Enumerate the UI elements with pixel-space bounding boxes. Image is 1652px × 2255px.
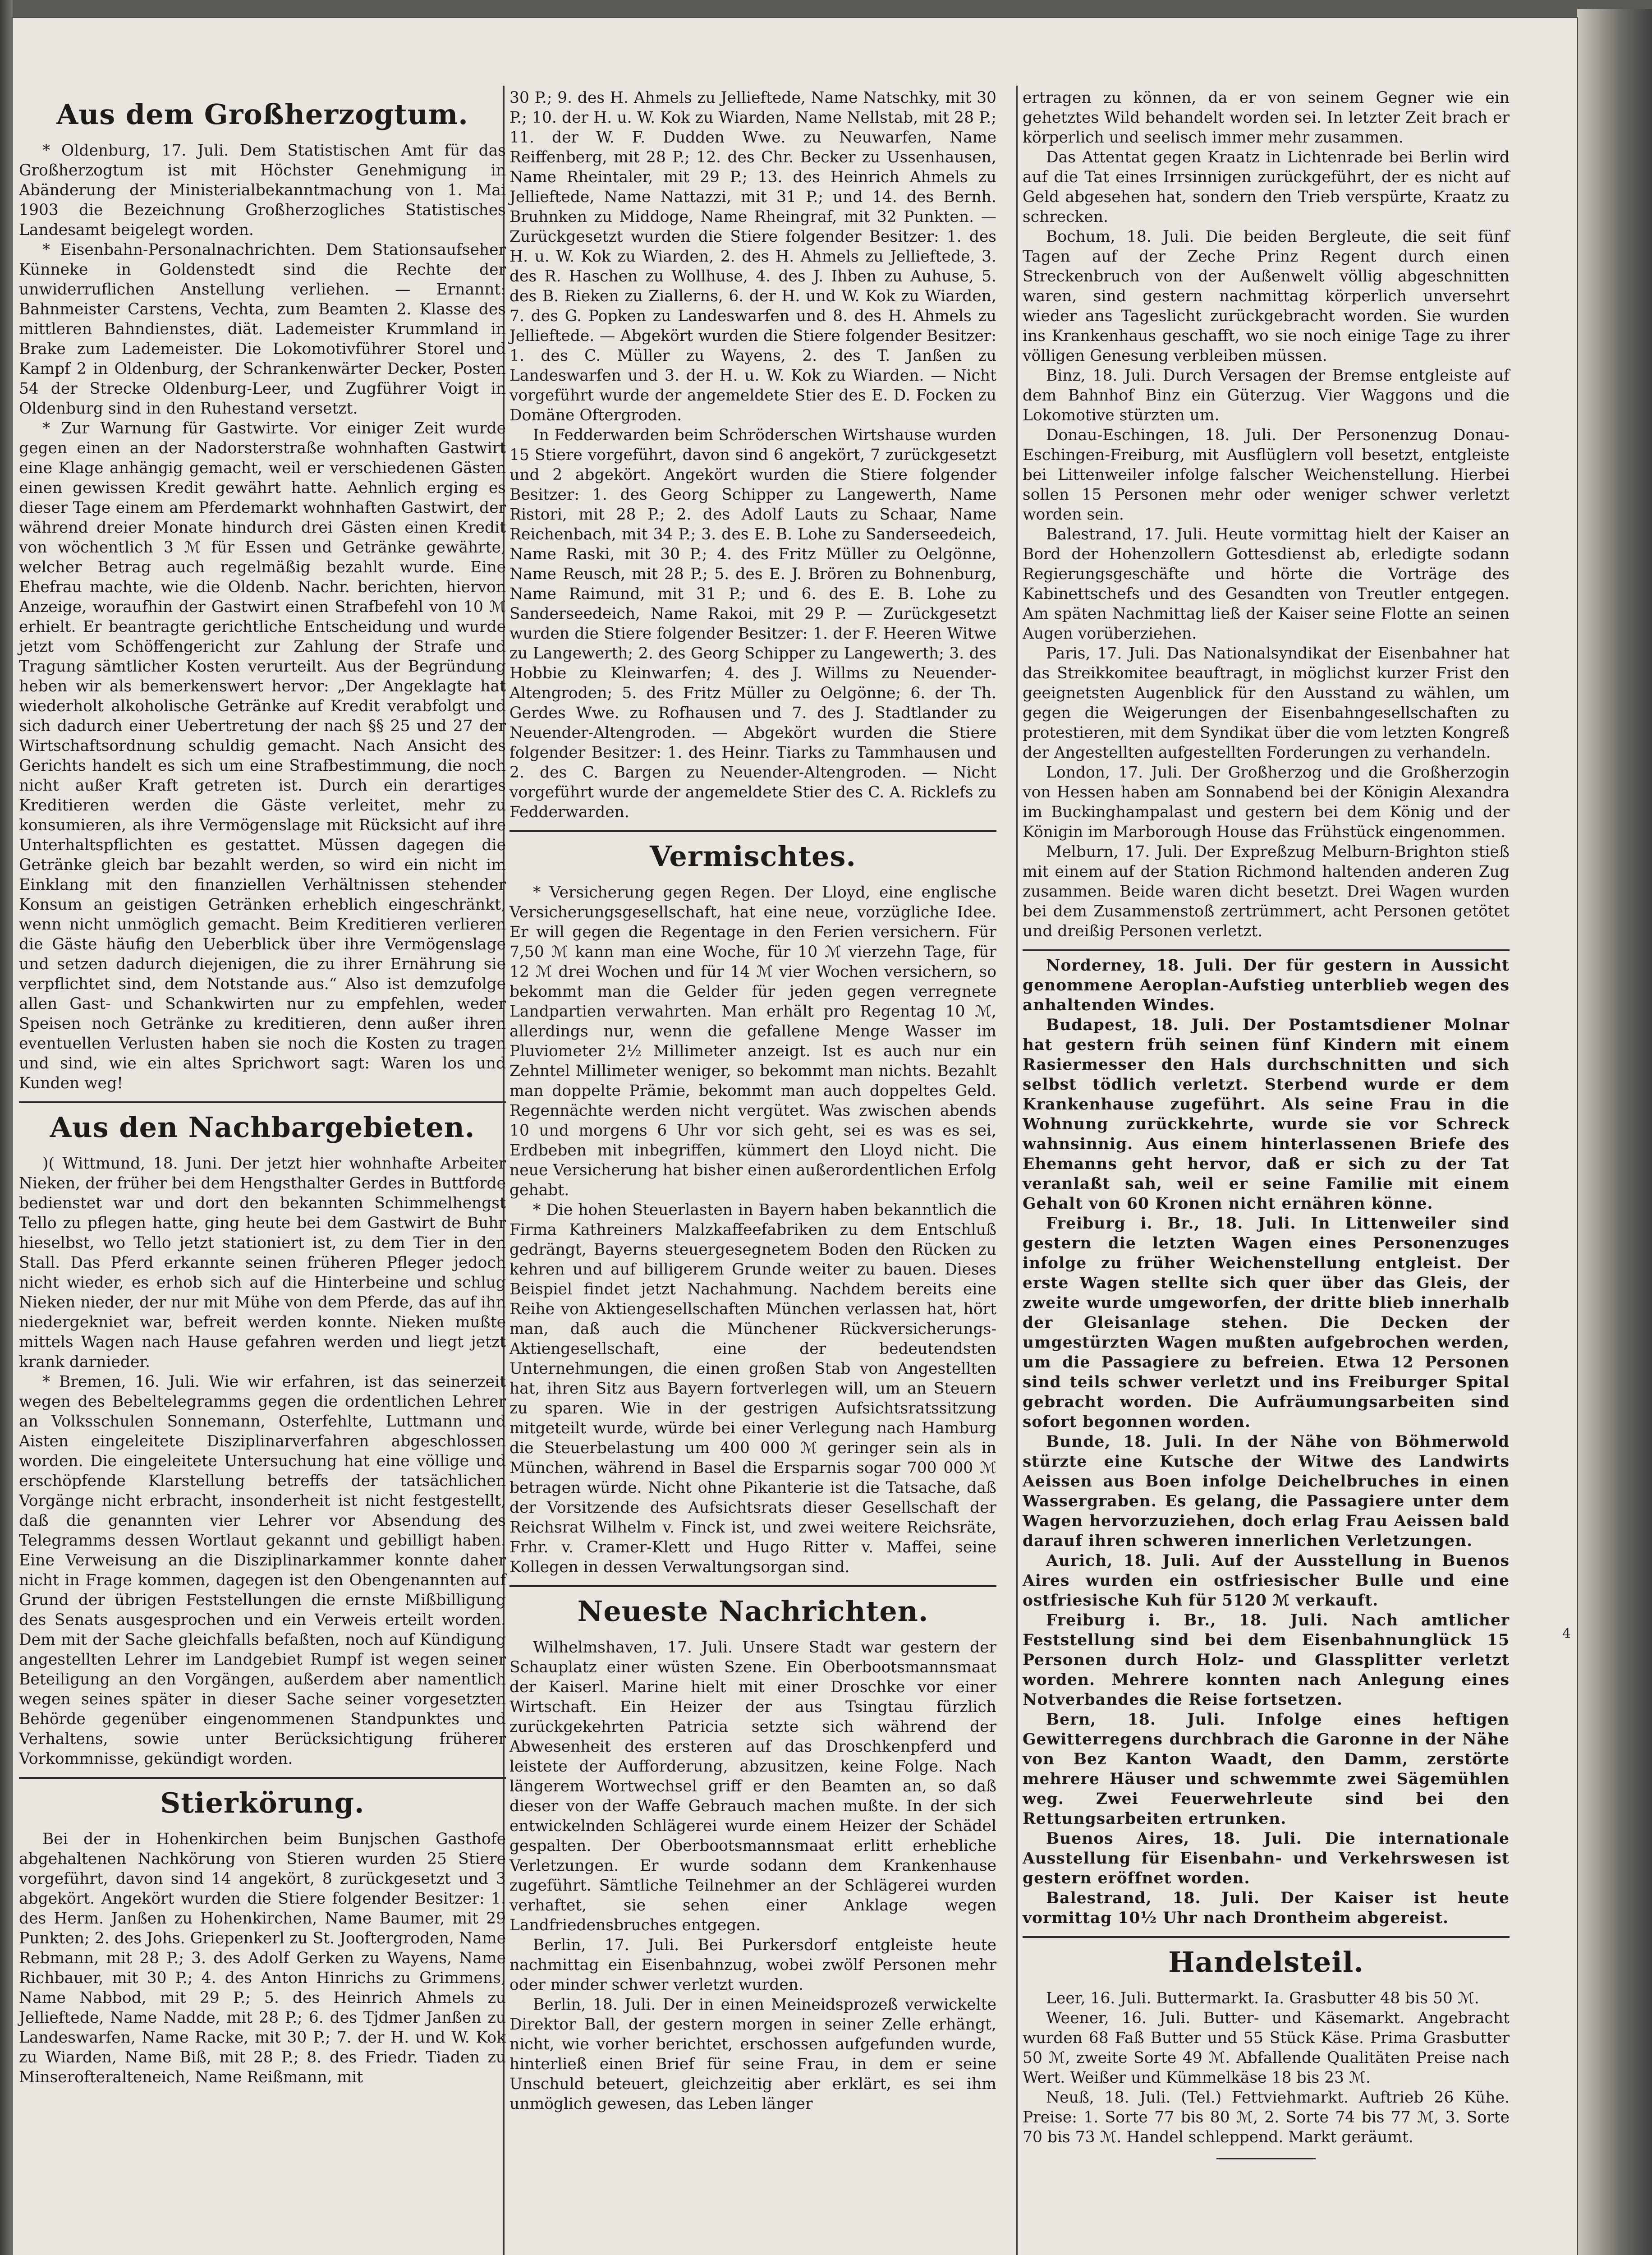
section-divider (1023, 949, 1510, 951)
article: Melburn, 17. Juli. Der Expreßzug Melburn-Brighton stieß mit einem auf der Station Richmond haltenden anderen Zug zusammen. Beide waren dicht besetzt. Drei Wagen wurden bei dem Zusammenstoß zertrümmert, acht Personen getötet und dreißig Personen verletzt. (1023, 843, 1510, 940)
article: In Fedderwarden beim Schröderschen Wirtshause wurden 15 Stiere vorgeführt, davon sind 6 angekört, 7 zurückgesetzt und 2 abgekört. Angekört wurden die Stiere folgender Besitzer: 1. des Georg Schipper zu Langewerth, Name Ristori, mit 28 P.; 2. des Adolf Lauts zu Schaar, Name Reichenbach, mit 34 P.; 3. des E. B. Lohe zu Sanderseedeich, Name Raski, mit 30 P.; 4. des Fritz Müller zu Oelgönne, Name Reusch, mit 28 P.; 5. des E. J. Brören zu Bohnenburg, Name Raimund, mit 31 P.; und 6. des E. B. Lohe zu Sanderseedeich, Name Rakoi, mit 29 P. — Zurückgesetzt wurden die Stiere folgender Besitzer: 1. der F. Heeren Witwe zu Langewerth; 2. des Georg Schipper zu Langewerth; 3. des Hobbie zu Kleinwarfen; 4. des J. Willms zu Neuender-Altengroden; 5. des Fritz Müller zu Oelgönne; 6. der Th. Gerdes Wwe. zu Rofhausen und 7. des J. Stadtlander zu Neuender-Altengroden. — Abgekört wurden die Stiere folgender Besitzer: 1. des Heinr. Tiarks zu Tammhausen und 2. des C. Bargen zu Neuender-Altengroden. — Nicht vorgeführt wurde der angemeldete Stier des C. A. Ricklefs zu Fedderwarden. (509, 426, 996, 821)
section-heading: Neueste Nachrichten. (577, 1595, 929, 1628)
telegram: Bern, 18. Juli. Infolge eines heftigen Gewitterregens durchbrach die Garonne in der Nähe von Bez Kanton Waadt, den Damm, zerstörte mehrere Häuser und schwemmte zwei Sägemühlen weg. Zwei Feuerwehrleute sind bei den Rettungsarbeiten ertrunken. (1023, 1711, 1510, 1828)
article: Wilhelmshaven, 17. Juli. Unsere Stadt war gestern der Schauplatz einer wüsten Szene. Ein Oberbootsmannsmaat der Kaiserl. Marine hielt mit einer Droschke vor einer Wirtschaft. Ein Heizer der aus Tsingtau fürzlich zurückgekehrten Patricia setzte sich während der Abwesenheit des ersteren auf das Droschkenpferd und leistete der Aufforderung, abzusitzen, keine Folge. Nach längerem Wortwechsel griff er den Beamten an, so daß dieser von der Waffe Gebrauch machen mußte. In der sich entwickelnden Schlägerei wurde einem Heizer der Schädel gespalten. Der Oberbootsmannsmaat erlitt erhebliche Verletzungen. Er wurde sodann dem Krankenhause zugeführt. Sämtliche Teilnehmer an der Schlägerei wurden verhaftet, sie sehen einer Anklage wegen Landfriedensbruches entgegen. (509, 1638, 996, 1934)
article: Das Attentat gegen Kraatz in Lichtenrade bei Berlin wird auf die Tat eines Irrsinnigen zurückgeführt, der es nicht auf Geld abgesehen hat, sondern den Trieb verspürte, Kraatz zu schrecken. (1023, 148, 1510, 226)
page-mark: 4 (1562, 1626, 1571, 1642)
end-rule (1216, 2158, 1316, 2159)
section-heading: Aus dem Großherzogtum. (56, 98, 468, 131)
telegram: Freiburg i. Br., 18. Juli. In Littenweiler sind gestern die letzten Wagen eines Personenzuges infolge zu früher Weichenstellung entgleist. Der erste Wagen stellte sich quer über das Gleis, der zweite wurde umgeworfen, der dritte blieb innerhalb der Gleisanlage stehen. Die Decken der umgestürzten Wagen mußten aufgebrochen werden, um die Passagiere zu befreien. Etwa 12 Personen sind teils schwer verletzt und ins Freiburger Spital gebracht worden. Die Aufräumungsarbeiten sind sofort begonnen worden. (1023, 1215, 1510, 1431)
article: 30 P.; 9. des H. Ahmels zu Jellieftede, Name Natschky, mit 30 P.; 10. der H. u. W. Kok zu Wiarden, Name Nellstab, mit 28 P.; 11. der W. F. Dudden Wwe. zu Neuwarfen, Name Reiffenberg, mit 28 P.; 12. des Chr. Becker zu Ussenhausen, Name Rheintaler, mit 29 P.; 13. des Heinrich Ahmels zu Jellieftede, Name Nattazzi, mit 31 P.; und 14. des Bernh. Bruhnken zu Middoge, Name Rheingraf, mit 32 Punkten. — Zurückgesetzt wurden die Stiere folgender Besitzer: 1. des H. u. W. Kok zu Wiarden, 2. des H. Ahmels zu Jellieftede, 3. des R. Haschen zu Wollhuse, 4. des J. Ihben zu Auhuse, 5. des B. Rieken zu Ziallerns, 6. der H. und W. Kok zu Wiarden, 7. des G. Popken zu Landeswarfen und 8. des H. Ahmels zu Jellieftede. — Abgekört wurden die Stiere folgender Besitzer: 1. des C. Müller zu Wayens, 2. des T. Janßen zu Landeswarfen und 3. der H. u. W. Kok zu Wiarden. — Nicht vorgeführt wurde der angemeldete Stier des E. D. Focken zu Domäne Oftergroden. (509, 89, 996, 424)
section-heading: Handelsteil. (1168, 1946, 1364, 1979)
article: )( Wittmund, 18. Juni. Der jetzt hier wohnhafte Arbeiter Nieken, der früher bei dem Hengsthalter Gerdes in Buttforde bedienstet war und dort den bekannten Schimmelhengst Tello zu pflegen hatte, ging heute bei dem Gastwirt de Buhr hieselbst, wo Tello jetzt stationiert ist, zu dem Tier in den Stall. Das Pferd erkannte seinen früheren Pfleger jedoch nicht wieder, es erhob sich auf die Hinterbeine und schlug Nieken nieder, der nur mit Mühe von dem Pferde, das auf ihn niedergekniet war, befreit werden konnte. Nieken mußte mittels Wagen nach Hause gefahren werden und liegt jetzt krank darnieder. (19, 1155, 506, 1371)
telegram: Budapest, 18. Juli. Der Postamtsdiener Molnar hat gestern früh seinen fünf Kindern mit einem Rasiermesser den Hals durchschnitten und sich selbst tödlich verletzt. Sterbend wurde er dem Krankenhause zugeführt. Als seine Frau in die Wohnung zurückkehrte, wurde sie vor Schreck wahnsinnig. Aus einem hinterlassenen Briefe des Ehemanns geht hervor, daß er sich zu der Tat veranlaßt sah, weil er seine Familie mit einem Gehalt von 60 Kronen nicht ernähren könne. (1023, 1016, 1510, 1213)
column-3 (1023, 88, 1510, 2170)
article: Berlin, 17. Juli. Bei Purkersdorf entgleiste heute nachmittag ein Eisenbahnzug, wobei zwölf Personen mehr oder minder schwer verletzt wurden. (509, 1936, 996, 1994)
article: Paris, 17. Juli. Das Nationalsyndikat der Eisenbahner hat das Streikkomitee beauftragt, in möglichst kurzer Frist den geeignetsten Augenblick für den Ausstand zu wählen, um gegen die Weigerungen der Eisenbahngesellschaften zu protestieren, mit dem Syndikat über die vom letzten Kongreß der Angestellten aufgestellten Forderungen zu verhandeln. (1023, 644, 1510, 762)
article: * Eisenbahn-Personalnachrichten. Dem Stationsaufseher Künneke in Goldenstedt sind die Rechte der unwiderruflichen Anstellung verliehen. — Ernannt: Bahnmeister Carstens, Vechta, zum Beamten 2. Klasse des mittleren Bahndienstes, diät. Lademeister Krummland in Brake zum Lademeister. Die Lokomotivführer Storel und Kampf 2 in Oldenburg, der Schrankenwärter Decker, Posten 54 der Strecke Oldenburg-Leer, und Zugführer Voigt in Oldenburg sind in den Ruhestand versetzt. (19, 241, 506, 418)
article: * Versicherung gegen Regen. Der Lloyd, eine englische Versicherungsgesellschaft, hat eine neue, vorzügliche Idee. Er will gegen die Regentage in den Ferien versichern. Für 7,50 ℳ kann man eine Woche, für 10 ℳ vierzehn Tage, für 12 ℳ drei Wochen und für 14 ℳ vier Wochen versichern, so bekommt man die Gelder für jeden gegen verregnete Landpartien verwahrten. Man erhält pro Regentag 10 ℳ, allerdings nur, wenn die gefallene Menge Wasser im Pluviometer 2½ Millimeter anzeigt. Ist es auch nur ein Zehntel Millimeter weniger, so bekommt man nichts. Bezahlt man doppelte Prämie, bekommt man auch doppeltes Geld. Regennächte werden nicht vergütet. Was zwischen abends 10 und morgens 6 Uhr vor sich geht, sei es was es sei, Erdbeben mit inbegriffen, kümmert den Lloyd nicht. Die neue Versicherung hat bisher einen außerordentlichen Erfolg gehabt. (509, 884, 996, 1199)
section-divider (19, 1777, 506, 1779)
article: Balestrand, 17. Juli. Heute vormittag hielt der Kaiser an Bord der Hohenzollern Gottesdienst ab, erledigte sodann Regierungsgeschäfte und hörte die Vorträge des Kabinettschefs und des Gesandten von Treutler entgegen. Am späten Nachmittag ließ der Kaiser seine Flotte an seinen Augen vorüberziehen. (1023, 525, 1510, 643)
telegram: Norderney, 18. Juli. Der für gestern in Aussicht genommene Aeroplan-Aufstieg unterblieb wegen des anhaltenden Windes. (1023, 957, 1510, 1014)
article: * Zur Warnung für Gastwirte. Vor einiger Zeit wurde gegen einen an der Nadorsterstraße wohnhaften Gastwirt eine Klage anhängig gemacht, weil er verschiedenen Gästen einen gewissen Kredit gewährt hatte. Aehnlich erging es dieser Tage einem am Pferdemarkt wohnhaften Gastwirt, der während dreier Monate hindurch drei Gästen einen Kredit von wöchentlich 3 ℳ für Essen und Getränke gewährte, welcher Betrag auch regelmäßig bezahlt wurde. Eine Ehefrau machte, wie die Oldenb. Nachr. berichten, hiervon Anzeige, woraufhin der Gastwirt einen Strafbefehl von 10 ℳ erhielt. Er beantragte gerichtliche Entscheidung und wurde jetzt vom Schöffengericht zur Zahlung der Strafe und Tragung sämtlicher Kosten verurteilt. Aus der Begründung heben wir als bemerkenswert hervor: „Der Angeklagte hat wiederholt alkoholische Getränke auf Kredit verabfolgt und sich dadurch einer Uebertretung der nach §§ 25 und 27 der Wirtschaftsordnung schuldig gemacht. Nach Ansicht des Gerichts handelt es sich um eine Strafbestimmung, die noch nicht außer Kraft getreten ist. Durch ein derartiges Kreditieren werden die Gäste verleitet, mehr zu konsumieren, als ihre Vermögenslage mit Rücksicht auf ihre Unterhaltspflichten es gestattet. Müssen dagegen die Getränke gleich bar bezahlt werden, so wird ein nicht im Einklang mit den finanziellen Verhältnissen stehender Konsum an geistigen Getränken erheblich eingeschränkt, wenn nicht unmöglich gemacht. Beim Kreditieren verlieren die Gäste häufig den Ueberblick über ihre Vermögenslage und setzen dadurch diejenigen, die zu ihrer Ernährung sie verpflichtet sind, dem Notstande aus.“ Also ist demzufolge allen Gast- und Schankwirten nur zu empfehlen, weder Speisen noch Getränke zu kreditieren, denn außer ihren eventuellen Verlusten haben sie noch die Kosten zu tragen und sind, wie ein altes Sprichwort sagt: Waren los und Kunden weg! (19, 419, 506, 1092)
article: ertragen zu können, da er von seinem Gegner wie ein gehetztes Wild behandelt worden sei. In letzter Zeit brach er körperlich und seelisch immer mehr zusammen. (1023, 89, 1510, 147)
article: London, 17. Juli. Der Großherzog und die Großherzogin von Hessen haben am Sonnabend bei der Königin Alexandra im Buckinghampalast und gestern bei dem König und der Königin im Marborough House das Frühstück eingenommen. (1023, 764, 1510, 841)
section-heading: Stierkörung. (160, 1786, 365, 1819)
article: Neuß, 18. Juli. (Tel.) Fettviehmarkt. Auftrieb 26 Kühe. Preise: 1. Sorte 77 bis 80 ℳ, 2. Sorte 74 bis 77 ℳ, 3. Sorte 70 bis 73 ℳ. Handel schleppend. Markt geräumt. (1023, 2089, 1510, 2146)
section-heading: Vermischtes. (650, 840, 856, 873)
column-2 (509, 88, 996, 2114)
article: Leer, 16. Juli. Buttermarkt. Ia. Grasbutter 48 bis 50 ℳ. (1046, 1989, 1479, 2007)
article: * Bremen, 16. Juli. Wie wir erfahren, ist das seinerzeit wegen des Bebeltelegramms gegen die ordentlichen Lehrer an Volksschulen Sonnemann, Osterfehlte, Luttmann und Aisten eingeleitete Disziplinarverfahren abgeschlossen worden. Die eingeleitete Untersuchung hat eine völlige und erschöpfende Klarstellung betreffs der tatsächlichen Vorgänge nicht erbracht, insonderheit ist nicht festgestellt, daß die genannten vier Lehrer vor Absendung des Telegramms dessen Wortlaut gekannt und gebilligt haben. Eine Verweisung an die Disziplinarkammer konnte daher nicht in Frage kommen, dagegen ist den Obengenannten auf Grund der übrigen Feststellungen die ernste Mißbilligung des Senats ausgesprochen und ein Verweis erteilt worden. Dem mit der Sache gleichfalls befaßten, noch auf Kündigung angestellten Lehrer im Landgebiet Rumpf ist wegen seiner Beteiligung an den Vorgängen, außerdem aber namentlich wegen seines später in dieser Sache seiner vorgesetzten Behörde gegenüber eingenommenen Standpunktes und Verhaltens, sowie unter Berücksichtigung früherer Vorkommnisse, gekündigt worden. (19, 1373, 506, 1768)
section-heading: Aus den Nachbargebieten. (50, 1111, 475, 1144)
telegram: Aurich, 18. Juli. Auf der Ausstellung in Buenos Aires wurden ein ostfriesischer Bulle und eine ostfriesische Kuh für 5120 ℳ verkauft. (1023, 1552, 1510, 1610)
article: Berlin, 18. Juli. Der in einen Meineidsprozeß verwickelte Direktor Ball, der gestern morgen in seiner Zelle erhängt, nicht, wie vorher berichtet, erschossen aufgefunden wurde, hinterließ einen Brief für seine Frau, in dem er seine Unschuld beteuert, gleichzeitig aber erklärt, es sei ihm unmöglich gewesen, das Leben länger (509, 1996, 996, 2113)
section-divider (19, 1101, 506, 1103)
section-divider (509, 1585, 996, 1587)
telegram: Buenos Aires, 18. Juli. Die internationale Ausstellung für Eisenbahn- und Verkehrswesen ist gestern eröffnet worden. (1023, 1830, 1510, 1887)
article: * Die hohen Steuerlasten in Bayern haben bekanntlich die Firma Kathreiners Malzkaffeefabriken zu dem Entschluß gedrängt, Bayerns steuergesegnetem Boden den Rücken zu kehren und auf billigerem Grunde weiter zu bauen. Dieses Beispiel findet jetzt Nachahmung. Nachdem bereits eine Reihe von Aktiengesellschaften München verlassen hat, hört man, daß auch die Münchener Rückversicherungs-Aktiengesellschaft, eine der bedeutendsten Unternehmungen, die einen großen Stab von Angestellten hat, ihren Sitz aus Bayern fortverlegen will, um an Steuern zu sparen. Wie in der gestrigen Aufsichtsratssitzung mitgeteilt wurde, würde bei einer Verlegung nach Hamburg die Steuerbelastung um 400 000 ℳ geringer sein als in München, während in Basel die Ersparnis sogar 700 000 ℳ betragen würde. Nicht ohne Pikanterie ist die Tatsache, daß der Vorsitzende des Aufsichtsrats dieser Gesellschaft der Reichsrat Wilhelm v. Finck ist, und zwei weitere Reichsräte, Frhr. v. Cramer-Klett und Hugo Ritter v. Maffei, seine Kollegen in dessen Verwaltungsorgan sind. (509, 1201, 996, 1576)
telegram: Freiburg i. Br., 18. Juli. Nach amtlicher Feststellung sind bei dem Eisenbahnunglück 15 Personen durch Holz- und Glassplitter verletzt worden. Mehrere konnten nach Anlegung eines Notverbandes die Reise fortsetzen. (1023, 1611, 1510, 1709)
scan-right-edge (1577, 9, 1652, 2255)
article: Bei der in Hohenkirchen beim Bunjschen Gasthofe abgehaltenen Nachkörung von Stieren wurden 25 Stiere vorgeführt, davon sind 14 angekört, 8 zurückgesetzt und 3 abgekört. Angekört wurden die Stiere folgender Besitzer: 1. des Herm. Janßen zu Hohenkirchen, Name Baumer, mit 29 Punkten; 2. des Johs. Griepenkerl zu St. Jooftergroden, Name Rebmann, mit 28 P.; 3. des Adolf Gerken zu Wayens, Name Richbauer, mit 30 P.; 4. des Anton Hinrichs zu Grimmens, Name Nabbod, mit 29 P.; 5. des Heinrich Ahmels zu Jellieftede, Name Nadde, mit 28 P.; 6. des Tjdmer Janßen zu Landeswarfen, Name Racke, mit 30 P.; 7. der H. und W. Kok zu Wiarden, Name Biß, mit 28 P.; 8. des Friedr. Tiaden zu Minserofteralteneich, Name Reißmann, mit (19, 1830, 506, 2086)
newspaper-page (13, 18, 1577, 2255)
telegram: Balestrand, 18. Juli. Der Kaiser ist heute vormittag 10½ Uhr nach Drontheim abgereist. (1023, 1889, 1510, 1927)
scan-left-edge (0, 0, 13, 2255)
column-1 (19, 90, 506, 2087)
article: Weener, 16. Juli. Butter- und Käsemarkt. Angebracht wurden 68 Faß Butter und 55 Stück Käse. Prima Grasbutter 50 ℳ, zweite Sorte 49 ℳ. Abfallende Qualitäten Preise nach Wert. Weißer und Kümmelkäse 18 bis 23 ℳ. (1023, 2009, 1510, 2087)
column-rule (1016, 86, 1018, 2255)
section-divider (1023, 1936, 1510, 1938)
article: * Oldenburg, 17. Juli. Dem Statistischen Amt für das Großherzogtum ist mit Höchster Genehmigung in Abänderung der Ministerialbekanntmachung von 1. Mai 1903 die Bezeichnung Großherzogliches Statistisches Landesamt beigelegt worden. (19, 142, 506, 239)
article: Bochum, 18. Juli. Die beiden Bergleute, die seit fünf Tagen auf der Zeche Prinz Regent durch einen Streckenbruch von der Außenwelt völlig abgeschnitten waren, sind gestern nachmittag körperlich unversehrt wieder ans Tageslicht zurückgebracht worden. Sie wurden ins Krankenhaus geschafft, wo sie noch einige Tage zu ihrer völligen Genesung verbleiben müssen. (1023, 228, 1510, 365)
telegram: Bunde, 18. Juli. In der Nähe von Böhmerwold stürzte eine Kutsche der Witwe des Landwirts Aeissen aus Boen infolge Deichelbruches in einen Wassergraben. Es gelang, die Passagiere unter dem Wagen hervorzuziehen, doch erlag Frau Aeissen bald darauf ihren schweren innerlichen Verletzungen. (1023, 1433, 1510, 1550)
section-divider (509, 830, 996, 832)
article: Binz, 18. Juli. Durch Versagen der Bremse entgleiste auf dem Bahnhof Binz ein Güterzug. Vier Waggons und die Lokomotive stürzten um. (1023, 367, 1510, 424)
article: Donau-Eschingen, 18. Juli. Der Personenzug Donau-Eschingen-Freiburg, mit Ausflüglern voll besetzt, entgleiste bei Littenweiler infolge falscher Weichenstellung. Hierbei sollen 15 Personen mehr oder weniger schwer verletzt worden sein. (1023, 426, 1510, 524)
